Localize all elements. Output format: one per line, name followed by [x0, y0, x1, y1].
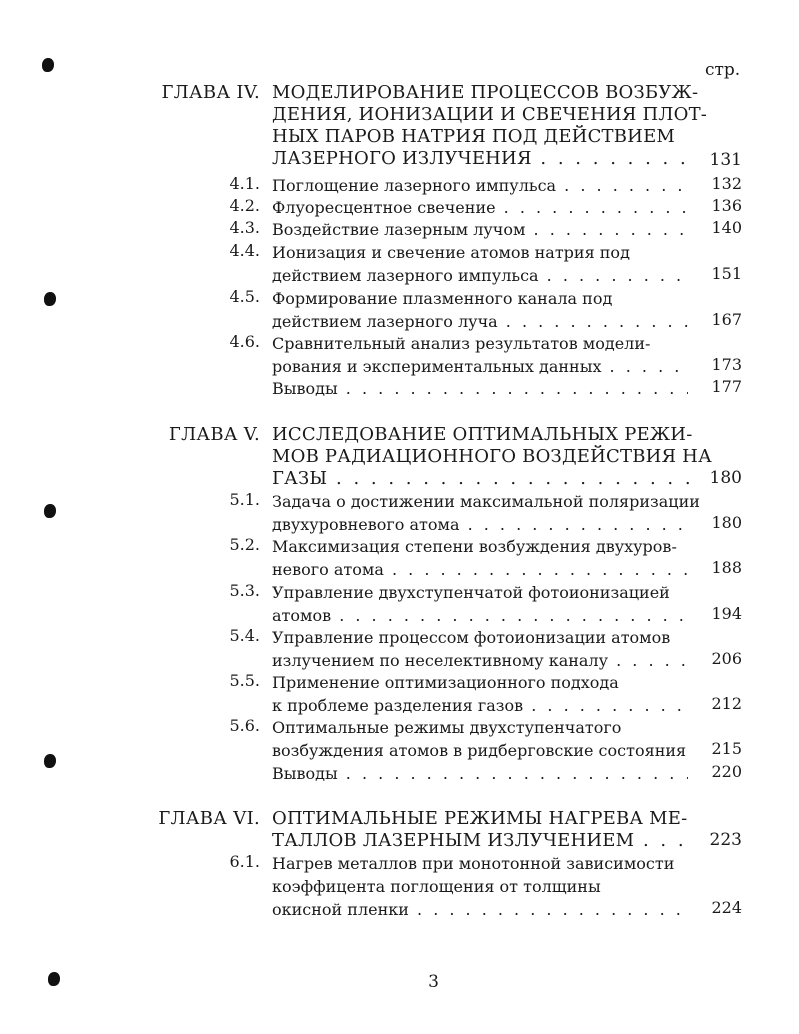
chapter-title	[272, 808, 692, 852]
section-line: излучением по неселективному каналу . . .	[272, 649, 688, 672]
section-page: 188	[711, 558, 742, 577]
section-line: действием лазерного импульса . . .	[272, 264, 688, 287]
chapter-label: ГЛАВА IV.	[161, 82, 260, 103]
section-number: 4.5.	[229, 287, 260, 306]
section-page: 167	[711, 310, 742, 329]
section-line: рования и экспериментальных данных . . .	[272, 355, 688, 378]
section-line: Флуоресцентное свечение . . .	[272, 196, 688, 219]
section-number: 6.1.	[229, 852, 260, 871]
section-number: 5.5.	[229, 671, 260, 690]
section-title	[272, 196, 688, 219]
section-line: Выводы . . .	[272, 377, 688, 400]
section-number: 5.4.	[229, 626, 260, 645]
section-line: возбуждения атомов в ридберговские состояния . . .	[272, 739, 688, 762]
section-page: 215	[711, 739, 742, 758]
section-line: невого атома . . .	[272, 558, 688, 581]
section-title	[272, 671, 688, 717]
chapter-label: ГЛАВА VI.	[158, 808, 260, 829]
section-title	[272, 218, 688, 241]
section-title	[272, 535, 688, 581]
section-number: 4.2.	[229, 196, 260, 215]
section-title	[272, 377, 688, 400]
section-line: действием лазерного луча . . .	[272, 310, 688, 333]
section-line: Ионизация и свечение атомов натрия под	[272, 243, 630, 262]
section-line: Применение оптимизационного подхода	[272, 673, 619, 692]
title-line: НЫХ ПАРОВ НАТРИЯ ПОД ДЕЙСТВИЕМ	[272, 126, 676, 147]
chapter-page: 131	[709, 150, 742, 170]
punch-hole-3	[44, 504, 56, 518]
section-line: Формирование плазменного канала под	[272, 289, 613, 308]
chapter-page: 223	[709, 830, 742, 850]
section-line: окисной пленки . . .	[272, 898, 688, 921]
section-line: Максимизация степени возбуждения двухуров-	[272, 537, 677, 556]
section-number: 5.1.	[229, 490, 260, 509]
section-line: Поглощение лазерного импульса . . .	[272, 174, 688, 197]
section-title	[272, 174, 688, 197]
section-title	[272, 241, 688, 287]
section-page: 140	[711, 218, 742, 237]
section-line: Задача о достижении максимальной поляризации	[272, 492, 700, 511]
section-number: 4.4.	[229, 241, 260, 260]
section-line: двухуровневого атома . . .	[272, 513, 688, 536]
punch-hole-4	[44, 754, 56, 768]
page-number: 3	[428, 972, 439, 992]
section-page: 136	[711, 196, 742, 215]
punch-hole-2	[44, 292, 56, 306]
chapter-title	[272, 424, 712, 490]
section-line: коэффицента поглощения от толщины	[272, 877, 601, 896]
section-line: Сравнительный анализ результатов модели-	[272, 334, 651, 353]
chapter-title	[272, 82, 708, 170]
section-line: Оптимальные режимы двухступенчатого	[272, 718, 622, 737]
page-column-label: стр.	[705, 60, 741, 80]
section-page: 177	[711, 377, 742, 396]
section-title	[272, 762, 688, 785]
punch-hole-1	[42, 58, 54, 72]
section-line: Управление двухступенчатой фотоионизацией	[272, 583, 670, 602]
section-number: 4.3.	[229, 218, 260, 237]
section-number: 5.3.	[229, 581, 260, 600]
section-page: 220	[711, 762, 742, 781]
title-line: ИССЛЕДОВАНИЕ ОПТИМАЛЬНЫХ РЕЖИ-	[272, 424, 693, 445]
section-title	[272, 626, 688, 672]
section-page: 151	[711, 264, 742, 283]
section-title	[272, 287, 688, 333]
section-line: Выводы . . .	[272, 762, 688, 785]
title-line: ГАЗЫ . . .	[272, 468, 692, 490]
section-page: 132	[711, 174, 742, 193]
section-title	[272, 490, 700, 536]
section-line: к проблеме разделения газов . . .	[272, 694, 688, 717]
section-page: 173	[711, 355, 742, 374]
section-page: 180	[711, 513, 742, 532]
title-line: ОПТИМАЛЬНЫЕ РЕЖИМЫ НАГРЕВА МЕ-	[272, 808, 688, 829]
section-title	[272, 332, 688, 378]
section-number: 4.6.	[229, 332, 260, 351]
section-page: 194	[711, 604, 742, 623]
chapter-label: ГЛАВА V.	[168, 424, 260, 445]
section-page: 212	[711, 694, 742, 713]
section-line: Воздействие лазерным лучом . . .	[272, 218, 688, 241]
section-line: атомов . . .	[272, 604, 688, 627]
section-number: 5.2.	[229, 535, 260, 554]
section-line: Нагрев металлов при монотонной зависимости	[272, 854, 675, 873]
chapter-page: 180	[709, 468, 742, 488]
title-line: ЛАЗЕРНОГО ИЗЛУЧЕНИЯ . . .	[272, 148, 692, 170]
section-title	[272, 581, 688, 627]
title-line: МОДЕЛИРОВАНИЕ ПРОЦЕССОВ ВОЗБУЖ-	[272, 82, 699, 103]
title-line: ДЕНИЯ, ИОНИЗАЦИИ И СВЕЧЕНИЯ ПЛОТ-	[272, 104, 708, 125]
section-page: 206	[711, 649, 742, 668]
section-number: 4.1.	[229, 174, 260, 193]
title-line: ТАЛЛОВ ЛАЗЕРНЫМ ИЗЛУЧЕНИЕМ . . .	[272, 830, 692, 852]
section-number: 5.6.	[229, 716, 260, 735]
section-title	[272, 852, 688, 921]
title-line: МОВ РАДИАЦИОННОГО ВОЗДЕЙСТВИЯ НА	[272, 446, 712, 467]
section-title	[272, 716, 688, 762]
section-page: 224	[711, 898, 742, 917]
section-line: Управление процессом фотоионизации атомов	[272, 628, 671, 647]
